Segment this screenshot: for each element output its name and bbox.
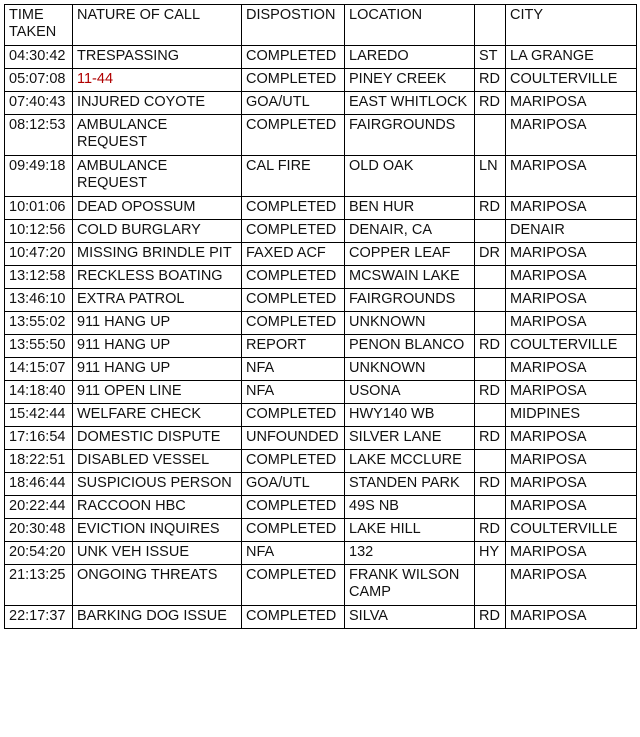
cell-city: MARIPOSA [506,606,637,629]
table-row [5,156,637,197]
cell-city: MARIPOSA [506,450,637,473]
cell-time: 09:49:18 [5,156,73,197]
cell-time: 20:22:44 [5,496,73,519]
cell-nature-of-call: UNK VEH ISSUE [73,542,242,565]
cell-nature-of-call: 911 OPEN LINE [73,381,242,404]
cell-disposition: GOA/UTL [242,92,345,115]
cell-time: 10:47:20 [5,243,73,266]
cell-time: 10:12:56 [5,220,73,243]
cell-nature-of-call: DISABLED VESSEL [73,450,242,473]
cell-disposition: NFA [242,542,345,565]
cell-disposition: COMPLETED [242,450,345,473]
cell-location: FRANK WILSON CAMP [345,565,475,606]
table-row [5,92,637,115]
cell-location: STANDEN PARK [345,473,475,496]
cell-street-suffix [475,450,506,473]
cell-location: 132 [345,542,475,565]
cell-location: HWY140 WB [345,404,475,427]
cell-city: MARIPOSA [506,115,637,156]
cell-street-suffix: DR [475,243,506,266]
table-row [5,542,637,565]
cell-disposition: COMPLETED [242,115,345,156]
cell-location: LAKE HILL [345,519,475,542]
cell-disposition: COMPLETED [242,289,345,312]
cell-location: EAST WHITLOCK [345,92,475,115]
cell-location: BEN HUR [345,197,475,220]
cell-disposition: COMPLETED [242,606,345,629]
table-body [5,46,637,629]
cell-street-suffix: RD [475,69,506,92]
table-row [5,358,637,381]
table-header [5,5,637,46]
cell-city: COULTERVILLE [506,519,637,542]
table-row [5,266,637,289]
cell-nature-of-call: SUSPICIOUS PERSON [73,473,242,496]
cell-time: 14:18:40 [5,381,73,404]
cell-street-suffix [475,565,506,606]
cell-street-suffix: RD [475,381,506,404]
cell-city: MARIPOSA [506,358,637,381]
cell-time: 13:55:02 [5,312,73,335]
cell-nature-of-call: INJURED COYOTE [73,92,242,115]
cell-disposition: GOA/UTL [242,473,345,496]
cell-city: MARIPOSA [506,243,637,266]
call-log-table [4,4,637,629]
cell-city: MIDPINES [506,404,637,427]
cell-city: MARIPOSA [506,542,637,565]
cell-street-suffix [475,358,506,381]
cell-street-suffix: ST [475,46,506,69]
cell-time: 21:13:25 [5,565,73,606]
cell-location: DENAIR, CA [345,220,475,243]
cell-disposition: NFA [242,381,345,404]
table-row [5,220,637,243]
cell-street-suffix [475,289,506,312]
header-street-suffix [475,5,506,46]
cell-street-suffix: HY [475,542,506,565]
table-row [5,404,637,427]
cell-location: MCSWAIN LAKE [345,266,475,289]
header-city: CITY [506,5,637,46]
cell-disposition: COMPLETED [242,519,345,542]
cell-time: 15:42:44 [5,404,73,427]
table-row [5,69,637,92]
cell-disposition: COMPLETED [242,312,345,335]
cell-city: COULTERVILLE [506,335,637,358]
table-row [5,335,637,358]
cell-city: MARIPOSA [506,266,637,289]
cell-time: 04:30:42 [5,46,73,69]
cell-time: 13:55:50 [5,335,73,358]
cell-nature-of-call: EXTRA PATROL [73,289,242,312]
cell-nature-of-call: RECKLESS BOATING [73,266,242,289]
table-row [5,197,637,220]
cell-disposition: COMPLETED [242,404,345,427]
cell-street-suffix: RD [475,519,506,542]
cell-time: 20:54:20 [5,542,73,565]
cell-time: 18:46:44 [5,473,73,496]
table-row [5,243,637,266]
cell-disposition: REPORT [242,335,345,358]
table-row [5,565,637,606]
cell-nature-of-call: WELFARE CHECK [73,404,242,427]
cell-disposition: UNFOUNDED [242,427,345,450]
cell-nature-of-call: ONGOING THREATS [73,565,242,606]
cell-street-suffix: RD [475,92,506,115]
cell-time: 20:30:48 [5,519,73,542]
cell-location: FAIRGROUNDS [345,289,475,312]
cell-city: MARIPOSA [506,312,637,335]
cell-disposition: COMPLETED [242,197,345,220]
header-disposition: DISPOSTION [242,5,345,46]
header-time-taken: TIME TAKEN [5,5,73,46]
cell-nature-of-call: 11-44 [73,69,242,92]
cell-location: FAIRGROUNDS [345,115,475,156]
cell-disposition: COMPLETED [242,220,345,243]
cell-nature-of-call: EVICTION INQUIRES [73,519,242,542]
table-row [5,312,637,335]
cell-time: 13:46:10 [5,289,73,312]
cell-disposition: NFA [242,358,345,381]
cell-city: MARIPOSA [506,289,637,312]
cell-nature-of-call: AMBULANCE REQUEST [73,156,242,197]
cell-city: COULTERVILLE [506,69,637,92]
cell-time: 14:15:07 [5,358,73,381]
cell-disposition: CAL FIRE [242,156,345,197]
table-row [5,606,637,629]
cell-location: SILVA [345,606,475,629]
cell-street-suffix: LN [475,156,506,197]
cell-time: 22:17:37 [5,606,73,629]
cell-nature-of-call: DOMESTIC DISPUTE [73,427,242,450]
cell-disposition: FAXED ACF [242,243,345,266]
cell-street-suffix: RD [475,427,506,450]
table-row [5,473,637,496]
cell-location: UNKNOWN [345,312,475,335]
cell-street-suffix [475,115,506,156]
cell-nature-of-call: 911 HANG UP [73,312,242,335]
table-row [5,289,637,312]
table-row [5,46,637,69]
cell-location: LAREDO [345,46,475,69]
cell-time: 07:40:43 [5,92,73,115]
cell-disposition: COMPLETED [242,565,345,606]
cell-nature-of-call: 911 HANG UP [73,335,242,358]
cell-nature-of-call: COLD BURGLARY [73,220,242,243]
cell-location: PINEY CREEK [345,69,475,92]
cell-disposition: COMPLETED [242,46,345,69]
cell-disposition: COMPLETED [242,266,345,289]
cell-location: PENON BLANCO [345,335,475,358]
cell-location: LAKE MCCLURE [345,450,475,473]
cell-street-suffix: RD [475,606,506,629]
header-nature-of-call: NATURE OF CALL [73,5,242,46]
cell-city: MARIPOSA [506,197,637,220]
header-location: LOCATION [345,5,475,46]
table-row [5,496,637,519]
cell-street-suffix [475,404,506,427]
table-row [5,450,637,473]
cell-street-suffix: RD [475,473,506,496]
table-row [5,519,637,542]
cell-location: UNKNOWN [345,358,475,381]
cell-street-suffix: RD [475,335,506,358]
cell-nature-of-call: MISSING BRINDLE PIT [73,243,242,266]
cell-location: 49S NB [345,496,475,519]
cell-street-suffix [475,496,506,519]
cell-nature-of-call: TRESPASSING [73,46,242,69]
cell-nature-of-call: RACCOON HBC [73,496,242,519]
cell-time: 17:16:54 [5,427,73,450]
cell-nature-of-call: AMBULANCE REQUEST [73,115,242,156]
cell-street-suffix [475,220,506,243]
cell-city: MARIPOSA [506,156,637,197]
cell-city: MARIPOSA [506,92,637,115]
cell-time: 10:01:06 [5,197,73,220]
cell-location: COPPER LEAF [345,243,475,266]
cell-street-suffix [475,312,506,335]
cell-disposition: COMPLETED [242,496,345,519]
header-row [5,5,637,46]
cell-nature-of-call: DEAD OPOSSUM [73,197,242,220]
cell-nature-of-call: BARKING DOG ISSUE [73,606,242,629]
cell-city: MARIPOSA [506,427,637,450]
cell-city: LA GRANGE [506,46,637,69]
cell-city: MARIPOSA [506,381,637,404]
table-row [5,381,637,404]
cell-time: 05:07:08 [5,69,73,92]
cell-city: MARIPOSA [506,473,637,496]
cell-city: DENAIR [506,220,637,243]
table-row [5,427,637,450]
cell-street-suffix: RD [475,197,506,220]
cell-time: 13:12:58 [5,266,73,289]
cell-location: USONA [345,381,475,404]
table-row [5,115,637,156]
cell-time: 18:22:51 [5,450,73,473]
cell-time: 08:12:53 [5,115,73,156]
cell-disposition: COMPLETED [242,69,345,92]
cell-city: MARIPOSA [506,565,637,606]
cell-location: SILVER LANE [345,427,475,450]
cell-location: OLD OAK [345,156,475,197]
cell-nature-of-call: 911 HANG UP [73,358,242,381]
cell-street-suffix [475,266,506,289]
cell-city: MARIPOSA [506,496,637,519]
